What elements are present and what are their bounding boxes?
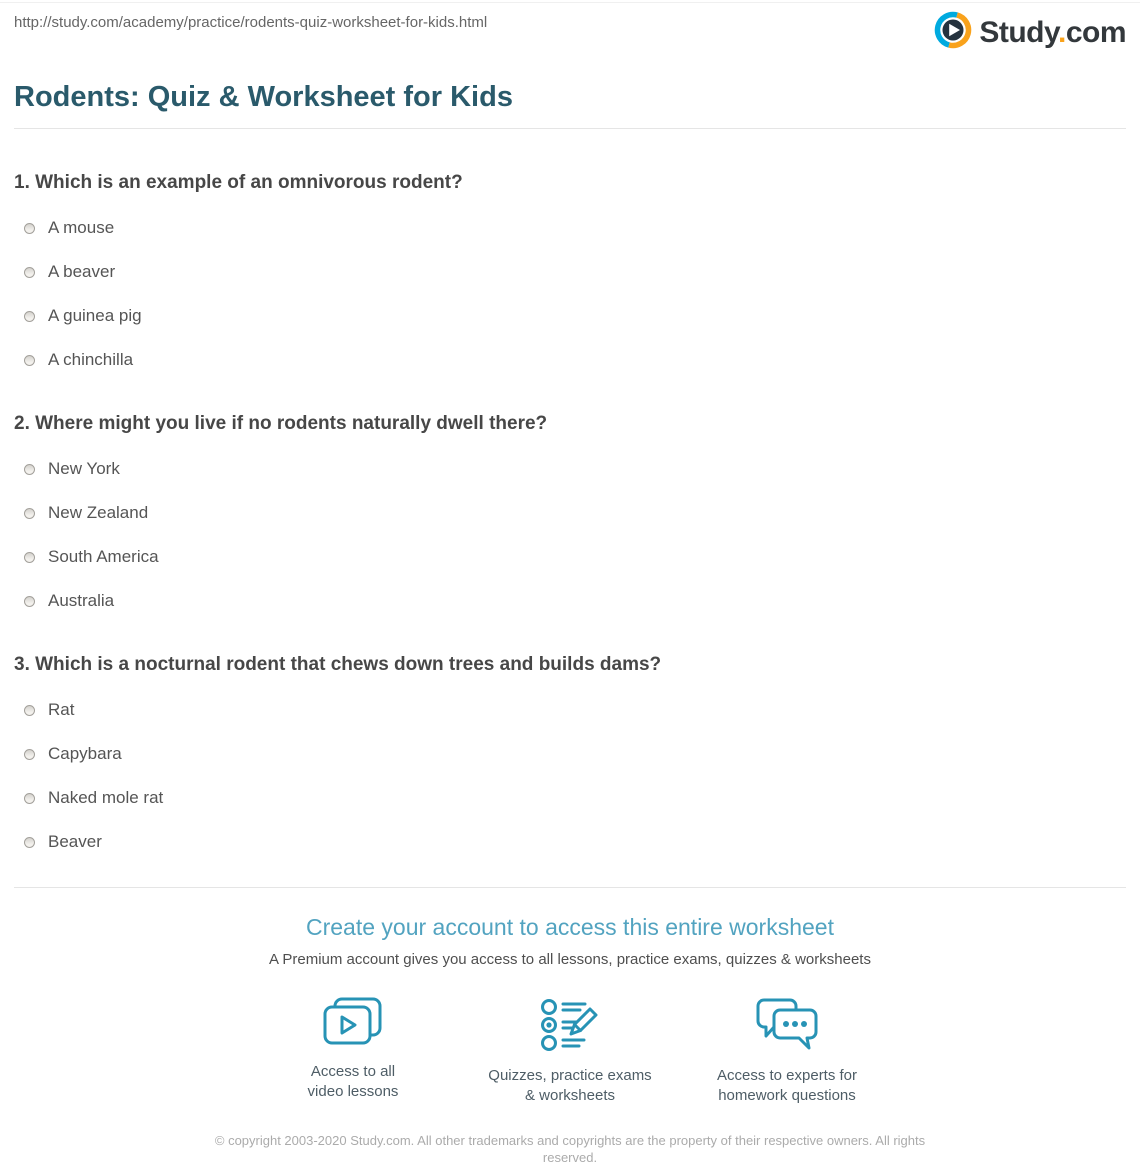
radio-button[interactable] (24, 508, 35, 519)
question-1 (14, 172, 1126, 370)
question-2-option-3[interactable] (14, 547, 1126, 567)
copyright-notice: © copyright 2003-2020 Study.com. All other trademarks and copyrights are the property of their respective owners. All rights reserved. (214, 1133, 926, 1165)
studycom-logo-icon (934, 11, 972, 54)
radio-button[interactable] (24, 552, 35, 563)
studycom-logo-text: Study.com (979, 15, 1126, 49)
title-divider (14, 128, 1126, 129)
video-lessons-icon (322, 1036, 384, 1053)
feature-expert-chat (679, 997, 896, 1106)
signup-subheading: A Premium account gives you access to all lessons, practice exams, quizzes & worksheets (269, 951, 871, 968)
question-1-option-1[interactable] (14, 218, 1126, 238)
radio-button[interactable] (24, 596, 35, 607)
option-label: A guinea pig (48, 306, 142, 325)
studycom-logo[interactable] (934, 11, 1126, 54)
option-label: New Zealand (48, 503, 149, 522)
question-1-option-3[interactable] (14, 306, 1126, 326)
radio-button[interactable] (24, 464, 35, 475)
option-label: A beaver (48, 262, 116, 281)
option-label: Rat (48, 700, 75, 719)
page-url: http://study.com/academy/practice/rodents-quiz-worksheet-for-kids.html (14, 14, 488, 31)
feature-label: Quizzes, practice exams & worksheets (488, 1067, 652, 1104)
page-title: Rodents: Quiz & Worksheet for Kids (14, 81, 513, 113)
question-3-text: 3. Which is a nocturnal rodent that chews down trees and builds dams? (14, 654, 662, 675)
question-1-option-4[interactable] (14, 350, 1126, 370)
question-3 (14, 654, 1126, 852)
experts-chat-icon (754, 1040, 820, 1057)
radio-button[interactable] (24, 267, 35, 278)
radio-button[interactable] (24, 749, 35, 760)
question-2-option-1[interactable] (14, 459, 1126, 479)
header (14, 0, 1126, 54)
option-label: A chinchilla (48, 350, 134, 369)
question-1-option-2[interactable] (14, 262, 1126, 282)
option-label: Australia (48, 591, 115, 610)
features-row (14, 997, 1126, 1106)
radio-button[interactable] (24, 837, 35, 848)
option-label: South America (48, 547, 159, 566)
signup-heading: Create your account to access this entire worksheet (306, 914, 834, 940)
option-label: Naked mole rat (48, 788, 164, 807)
quizzes-worksheets-icon (538, 1040, 602, 1057)
signup-divider (14, 887, 1126, 888)
option-label: Beaver (48, 832, 102, 851)
question-3-option-3[interactable] (14, 788, 1126, 808)
feature-label: Access to experts for homework questions (716, 1067, 858, 1104)
feature-label: Access to all video lessons (307, 1063, 399, 1100)
radio-button[interactable] (24, 311, 35, 322)
signup-section (14, 914, 1126, 969)
question-3-option-4[interactable] (14, 832, 1126, 852)
question-2-option-2[interactable] (14, 503, 1126, 523)
option-label: Capybara (48, 744, 122, 763)
question-2-text: 2. Where might you live if no rodents naturally dwell there? (14, 413, 548, 434)
question-1-text: 1. Which is an example of an omnivorous rodent? (14, 172, 463, 193)
feature-quizzes-worksheets (462, 997, 679, 1106)
radio-button[interactable] (24, 355, 35, 366)
radio-button[interactable] (24, 223, 35, 234)
question-3-option-2[interactable] (14, 744, 1126, 764)
option-label: New York (48, 459, 120, 478)
question-3-option-1[interactable] (14, 700, 1126, 720)
radio-button[interactable] (24, 793, 35, 804)
question-2 (14, 413, 1126, 611)
option-label: A mouse (48, 218, 115, 237)
logo-dot: . (1057, 15, 1066, 49)
radio-button[interactable] (24, 705, 35, 716)
question-2-option-4[interactable] (14, 591, 1126, 611)
feature-video-lessons (245, 997, 462, 1106)
